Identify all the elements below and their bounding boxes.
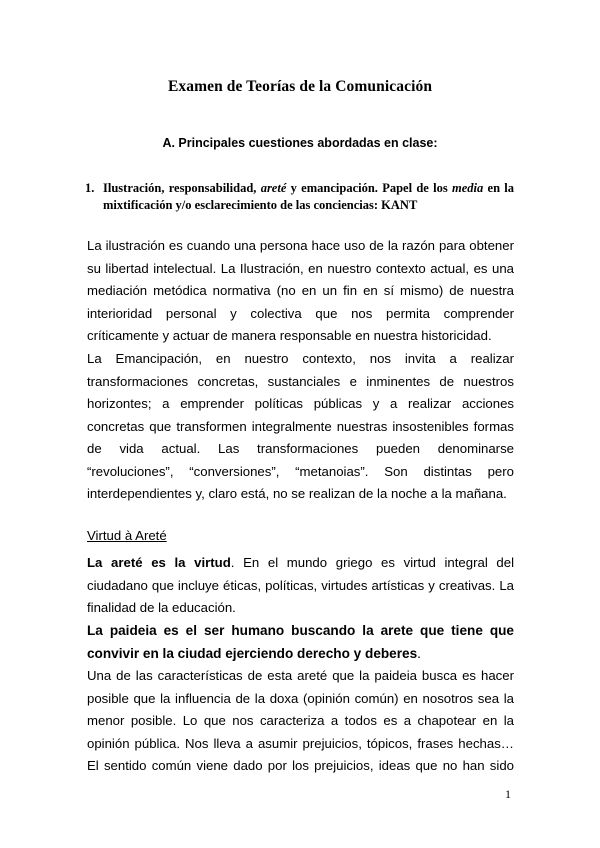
paideia-period: . <box>417 645 421 661</box>
item-text-part2: y emancipación. Papel de los <box>290 181 448 195</box>
section-heading-a: A. Principales cuestiones abordadas en clase: <box>162 136 438 150</box>
arete-definition-rest: . En el mundo griego es virtud integral del ciudadano que incluye éticas, políticas, virtudes artísticas y creativas. La finalidad de la educación. <box>87 555 514 615</box>
item-number: 1. <box>85 181 95 195</box>
paideia-bold-text: La paideia es el ser humano buscando la arete que tiene que convivir en la ciudad ejerciendo derecho y deberes <box>87 623 514 661</box>
paragraph-paideia <box>87 620 514 665</box>
item-text-part1: Ilustración, responsabilidad, <box>103 181 257 195</box>
item-text-part3: en la mixtificación y/o esclarecimiento de las conciencias: KANT <box>103 181 515 212</box>
paragraph-ilustracion: La ilustración es cuando una persona hace uso de la razón para obtener su libertad intelectual. La Ilustración, en nuestro contexto actual, es una mediación metódica normativa (no en un fin en sí mismo) de nuestra interioridad personal y colectiva que nos permita comprender críticamente y actuar de manera responsable en nuestra historicidad. <box>87 238 514 343</box>
item-text-arete: areté <box>260 181 287 195</box>
arete-definition-bold: La areté es la virtud <box>87 555 231 570</box>
page-number: 1 <box>505 787 511 801</box>
paragraph-emancipacion: La Emancipación, en nuestro contexto, nos invita a realizar transformaciones concretas, sustanciales e inminentes de nuestros horizontes; a emprender políticas públicas y a realizar acciones concretas que transformen integralmente nuestras insostenibles formas de vida actual. Las transformaciones pueden denominarse “revoluciones”, “conversiones”, “metanoias”. Son distintas pero interdependientes y, claro está, no se realizan de la noche a la mañana. <box>87 351 514 501</box>
page-title: Examen de Teorías de la Comunicación <box>167 78 433 95</box>
item-text-media: media <box>451 181 484 195</box>
paragraph-doxa: Una de las características de esta areté que la paideia busca es hacer posible que la influencia de la doxa (opinión común) en nosotros sea la menor posible. Lo que nos caracteriza a todos es a chapotear en la opinión pública. Nos lleva a asumir prejuicios, tópicos, frases hechas… El sentido común viene dado por los prejuicios, ideas que no han sido <box>87 668 514 773</box>
subheading-virtud-arete: Virtud à Areté <box>87 528 167 543</box>
paragraph-arete <box>87 552 514 620</box>
numbered-item-1 <box>85 180 515 214</box>
